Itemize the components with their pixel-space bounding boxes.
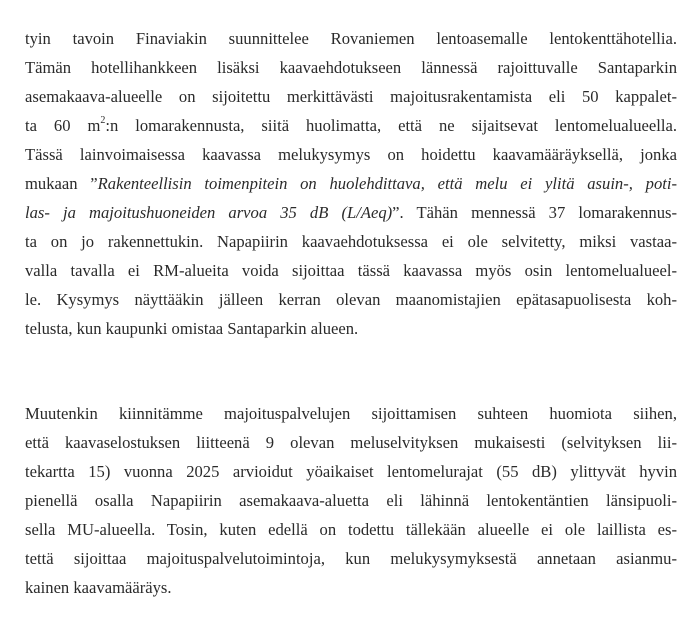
paragraph-1-line-4 — [25, 116, 677, 136]
paragraph-2-line-6: tettä sijoittaa majoituspalvelutoimintoja, kun melukysymyksestä annetaan asianmu- — [25, 549, 677, 568]
paragraph-1-line-6 — [25, 174, 677, 194]
paragraph-2-line-7: kainen kaavamääräys. — [25, 578, 172, 597]
paragraph-1-line-3: asemakaava-alueelle on sijoitettu merkittävästi majoitusrakentamista eli 50 kappalet- — [25, 87, 677, 106]
paragraph-2-line-5: sella MU-alueella. Tosin, kuten edellä on todettu tällekään alueelle ei ole laillista es- — [25, 520, 677, 539]
paragraph-1-line-9: valla tavalla ei RM-alueita voida sijoittaa tässä kaavassa myös osin lentomelualueel- — [25, 261, 677, 280]
paragraph-1-line-8: ta on jo rakennettukin. Napapiirin kaavaehdotuksessa ei ole selvitetty, miksi vastaa- — [25, 232, 677, 251]
quoted-regulation-part-2: las- ja majoitushuoneiden arvoa 35 dB (L/Aeq) — [25, 203, 393, 222]
paragraph-1-line-7 — [25, 203, 677, 223]
line-4-text-a: ta 60 m — [25, 116, 101, 135]
paragraph-2-line-2: että kaavaselostuksen liitteenä 9 olevan meluselvityksen mukaisesti (selvityksen lii- — [25, 433, 677, 452]
paragraph-1-line-1: tyin tavoin Finaviakin suunnittelee Rovaniemen lentoasemalle lentokenttähotellia. — [25, 29, 677, 48]
paragraph-1-line-5: Tässä lainvoimaisessa kaavassa melukysymys on hoidettu kaavamääräyksellä, jonka — [25, 145, 677, 164]
paragraph-1-line-10: le. Kysymys näyttääkin jälleen kerran olevan maanomistajien epätasapuolisesta koh- — [25, 290, 677, 309]
quoted-regulation-part-1: Rakenteellisin toimenpitein on huolehdittava, että melu ei ylitä asuin-, poti- — [97, 174, 677, 193]
paragraph-1-line-2: Tämän hotellihankkeen lisäksi kaavaehdotukseen lännessä rajoittuvalle Santaparkin — [25, 58, 677, 77]
paragraph-2-line-4: pienellä osalla Napapiirin asemakaava-aluetta eli lähinnä lentokentäntien länsipuoli- — [25, 491, 677, 510]
superscript-2: 2 — [100, 115, 106, 127]
line-7-suffix: ”. Tähän mennessä 37 lomarakennus- — [392, 203, 677, 222]
paragraph-2-line-1: Muutenkin kiinnitämme majoituspalvelujen sijoittamisen suhteen huomiota siihen, — [25, 404, 677, 423]
paragraph-1-line-11: telusta, kun kaupunki omistaa Santaparkin alueen. — [25, 319, 359, 338]
line-4-text-b: :n lomarakennusta, siitä huolimatta, että ne sijaitsevat lentomelualueella. — [105, 116, 677, 135]
line-6-prefix: mukaan ” — [25, 174, 98, 193]
paragraph-2-line-3: tekartta 15) vuonna 2025 arvioidut yöaikaiset lentomelurajat (55 dB) ylittyvät hyvin — [25, 462, 677, 481]
